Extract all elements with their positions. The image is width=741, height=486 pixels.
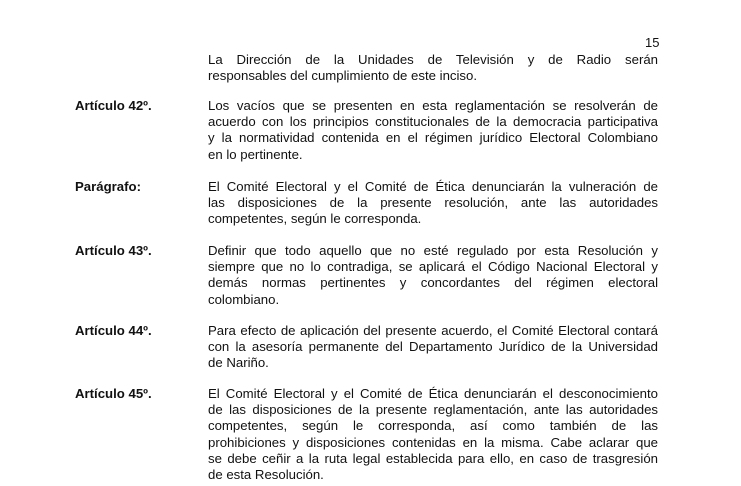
- paragraph-line: acuerdo con los principios constitucionales de la democracia participativa: [208, 114, 658, 130]
- article-45-label: Artículo 45º.: [75, 386, 152, 401]
- paragraph-line: La Dirección de la Unidades de Televisión y de Radio serán: [208, 52, 658, 67]
- paragraph-line: prohibiciones y disposiciones contenidas en la misma. Cabe aclarar que: [208, 434, 658, 450]
- paragraph-line: siempre que no lo contradiga, se aplicará el Código Nacional Electoral y: [208, 259, 658, 275]
- article-45-text: [208, 386, 658, 483]
- paragraph-line: Definir que todo aquello que no esté regulado por esta Resolución y: [208, 243, 658, 258]
- paragraph-line: Los vacíos que se presenten en esta reglamentación se resolverán de: [208, 98, 658, 113]
- intro-paragraph: [208, 52, 658, 84]
- paragrafo-text: [208, 179, 658, 228]
- paragraph-line: Para efecto de aplicación del presente acuerdo, el Comité Electoral contará: [208, 323, 658, 338]
- paragraph-line: en lo pertinente.: [208, 146, 303, 162]
- paragraph-line: las disposiciones de la presente resolución, ante las autoridades: [208, 195, 658, 211]
- paragrafo-label: Parágrafo:: [75, 179, 141, 194]
- paragraph-line: competentes, según le corresponda, así como también de las: [208, 418, 658, 434]
- article-42-text: [208, 98, 658, 163]
- paragraph-line: El Comité Electoral y el Comité de Ética denunciarán el desconocimiento: [208, 386, 658, 401]
- paragraph-line: de Nariño.: [208, 355, 269, 371]
- paragraph-line: El Comité Electoral y el Comité de Ética denunciarán la vulneración de: [208, 179, 658, 194]
- article-43-label: Artículo 43º.: [75, 243, 152, 258]
- paragraph-line: de esta Resolución.: [208, 467, 324, 483]
- article-42-label: Artículo 42º.: [75, 98, 152, 113]
- article-44-label: Artículo 44º.: [75, 323, 152, 338]
- article-44-text: [208, 323, 658, 372]
- article-43-text: [208, 243, 658, 308]
- paragraph-line: y la normatividad contenida en el régimen jurídico Electoral Colombiano: [208, 130, 658, 146]
- paragraph-line: con la asesoría permanente del Departamento Jurídico de la Universidad: [208, 339, 658, 355]
- page-number: 15: [645, 35, 660, 50]
- paragraph-line: responsables del cumplimiento de este inciso.: [208, 68, 478, 84]
- paragraph-line: competentes, según le corresponda.: [208, 211, 422, 227]
- paragraph-line: demás normas pertinentes y concordantes del régimen electoral: [208, 275, 658, 291]
- paragraph-line: se debe ceñir a la ruta legal establecida para ello, en caso de trasgresión: [208, 450, 658, 466]
- paragraph-line: colombiano.: [208, 291, 280, 307]
- paragraph-line: de las disposiciones de la presente reglamentación, ante las autoridades: [208, 402, 658, 418]
